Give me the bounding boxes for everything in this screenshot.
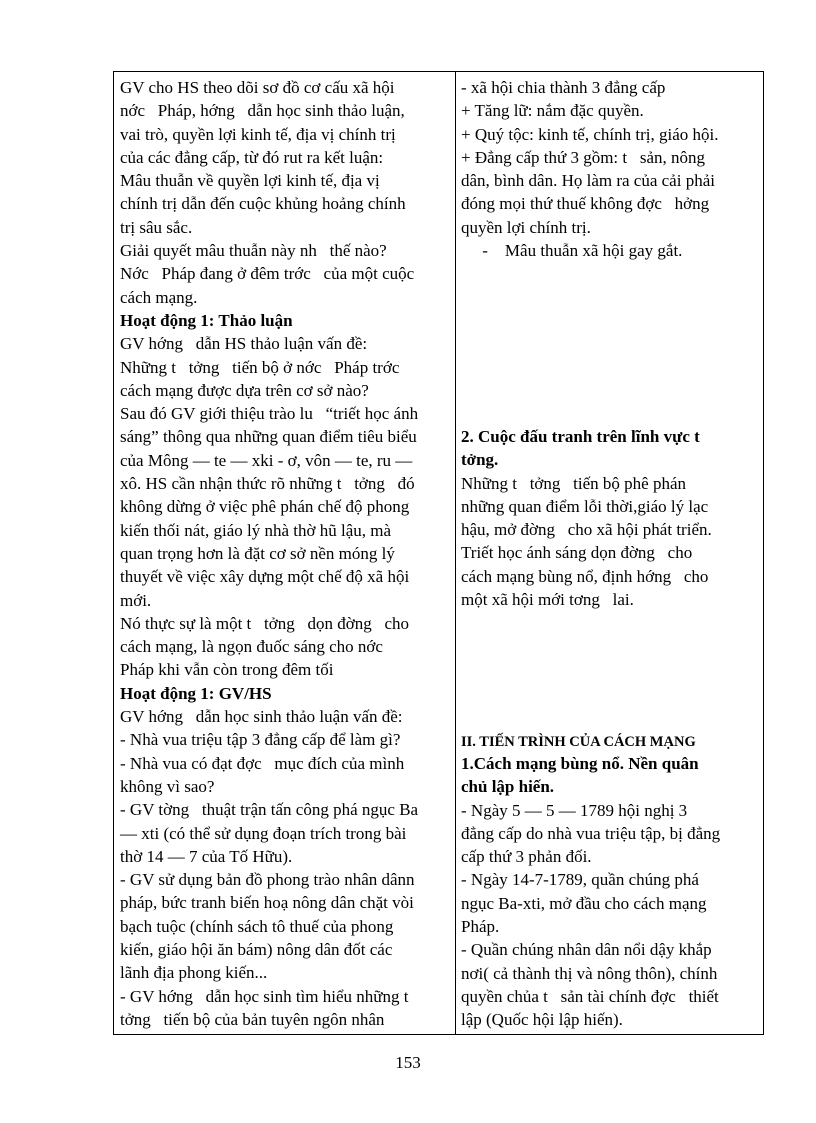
text-line: đóng mọi thứ thuế không đợc hởng [461, 194, 710, 214]
section-title: II. TIẾN TRÌNH CỦA CÁCH MẠNG [461, 734, 696, 750]
activity-heading: Hoạt động 1: GV/HS [120, 683, 272, 703]
text-line: Nó thực sự là một t tởng dọn đờng cho [120, 613, 410, 633]
lesson-table [113, 71, 764, 1035]
text-line: Mâu thuẫn về quyền lợi kinh tế, địa vị [120, 171, 380, 191]
text-line: - GV tờng thuật trận tấn công phá ngục Ba [120, 800, 419, 820]
text-line: + Tăng lữ: nắm đặc quyền. [461, 101, 644, 121]
text-line: xô. HS cần nhận thức rõ những t tởng đó [120, 474, 415, 494]
text-line: Giải quyết mâu thuẫn này nh thế nào? [120, 241, 387, 261]
text-line: - GV sử dụng bản đồ phong trào nhân dânn [120, 870, 415, 890]
text-line: ngục Ba-xti, mở đầu cho cách mạng [461, 893, 707, 913]
text-line: — xti (có thể sử dụng đoạn trích trong bài [120, 823, 407, 843]
text-line: sáng” thông qua những quan điểm tiêu biểu [120, 427, 417, 447]
text-line: quyền chủa t sản tài chính đợc thiết [461, 986, 719, 1006]
text-line: một xã hội mới tơng lai. [461, 590, 634, 610]
text-line: GV hớng dẫn học sinh thảo luận vấn đề: [120, 707, 403, 727]
text-line: + Đẳng cấp thứ 3 gồm: t sản, nông [461, 147, 706, 167]
enlightenment-section [461, 425, 761, 611]
text-line: Pháp. [461, 917, 500, 937]
text-line: Những t tởng tiến bộ ở nớc Pháp trớc [120, 357, 400, 377]
activity-heading: Hoạt động 1: Thảo luận [120, 310, 293, 330]
text-line: - GV hớng dẫn học sinh tìm hiểu những t [120, 986, 409, 1006]
text-line: Nớc Pháp đang ở đêm trớc của một cuộc [120, 264, 415, 284]
text-line: kiến, giáo hội ăn bám) nông dân đốt các [120, 939, 393, 959]
text-line: GV hớng dẫn HS thảo luận vấn đề: [120, 334, 368, 354]
text-line: cách mạng. [120, 287, 198, 307]
text-line: lập (Quốc hội lập hiến). [461, 1010, 623, 1030]
text-line: không dừng ở việc phê phán chế độ phong [120, 497, 410, 517]
text-line: - Mâu thuẫn xã hội gay gắt. [461, 241, 683, 261]
text-line: nơi( cả thành thị và nông thôn), chính [461, 963, 718, 983]
text-line: - Nhà vua triệu tập 3 đẳng cấp để làm gì? [120, 730, 401, 750]
text-line: Sau đó GV giới thiệu trào lu “triết học ánh [120, 404, 419, 424]
text-line: thuyết về việc xây dựng một chế độ xã hội [120, 567, 410, 587]
text-line: - Ngày 14-7-1789, quần chúng phá [461, 870, 699, 890]
text-line: GV cho HS theo dõi sơ đồ cơ cấu xã hội [120, 78, 395, 97]
text-line: bạch tuộc (chính sách tô thuế của phong [120, 916, 394, 936]
section-heading: tởng. [461, 450, 499, 470]
text-line: chính trị dẫn đến cuộc khủng hoảng chính [120, 194, 406, 214]
text-line: quan trọng hơn là đặt cơ sở nền móng lý [120, 543, 395, 563]
text-line: dân, bình dân. Họ làm ra của cải phải [461, 171, 715, 191]
text-line: mới. [120, 590, 152, 610]
text-line: cách mạng bùng nổ, định hớng cho [461, 566, 709, 586]
text-line: những quan điểm lỗi thời,giáo lý lạc [461, 496, 709, 516]
text-line: cách mạng được dựa trên cơ sở nào? [120, 380, 369, 400]
text-line: pháp, bức tranh biến hoạ nông dân chặt vòi [120, 893, 414, 913]
section-heading: chủ lập hiến. [461, 777, 555, 797]
text-line: - Quần chúng nhân dân nổi dậy khắp [461, 940, 712, 960]
text-line: tởng tiến bộ của bản tuyên ngôn nhân [120, 1009, 385, 1029]
text-line: kiến thối nát, giáo lý nhà thờ hũ lậu, mà [120, 520, 392, 540]
text-line: vai trò, quyền lợi kinh tế, địa vị chính trị [120, 124, 396, 144]
text-line: - Ngày 5 — 5 — 1789 hội nghị 3 [461, 800, 688, 820]
teacher-activities-column [114, 72, 456, 1034]
text-line: đẳng cấp do nhà vua triệu tập, bị đẳng [461, 823, 721, 843]
text-line: - xã hội chia thành 3 đẳng cấp [461, 78, 666, 97]
text-line: thờ 14 — 7 của Tố Hữu). [120, 846, 293, 866]
text-line: của Mông — te — xki - ơ, vôn — te, ru — [120, 450, 413, 470]
revolution-progress-section [461, 733, 761, 1032]
text-line: nớc Pháp, hớng dẫn học sinh thảo luận, [120, 101, 405, 121]
text-line: Những t tởng tiến bộ phê phán [461, 473, 687, 493]
section-heading: 1.Cách mạng bùng nổ. Nền quân [461, 754, 699, 773]
text-line: + Quý tộc: kinh tế, chính trị, giáo hội. [461, 124, 719, 144]
text-line: không vì sao? [120, 776, 215, 796]
social-classes-section [461, 76, 761, 262]
text-line: Pháp khi vẫn còn trong đêm tối [120, 660, 334, 680]
text-line: hậu, mở đờng cho xã hội phát triển. [461, 520, 712, 540]
section-heading: 2. Cuộc đấu tranh trên lĩnh vực t [461, 427, 700, 446]
text-line: - Nhà vua có đạt đợc mục đích của mình [120, 753, 405, 773]
text-line: trị sâu sắc. [120, 217, 193, 237]
content-column [456, 72, 763, 1034]
text-line: cấp thứ 3 phản đối. [461, 847, 592, 867]
text-line: lãnh địa phong kiến... [120, 963, 268, 983]
text-line: của các đẳng cấp, từ đó rut ra kết luận: [120, 147, 384, 167]
text-line: quyền lợi chính trị. [461, 217, 591, 237]
text-line: Triết học ánh sáng dọn đờng cho [461, 543, 693, 563]
text-line: cách mạng, là ngọn đuốc sáng cho nớc [120, 637, 383, 657]
page-number: 153 [395, 1053, 421, 1072]
